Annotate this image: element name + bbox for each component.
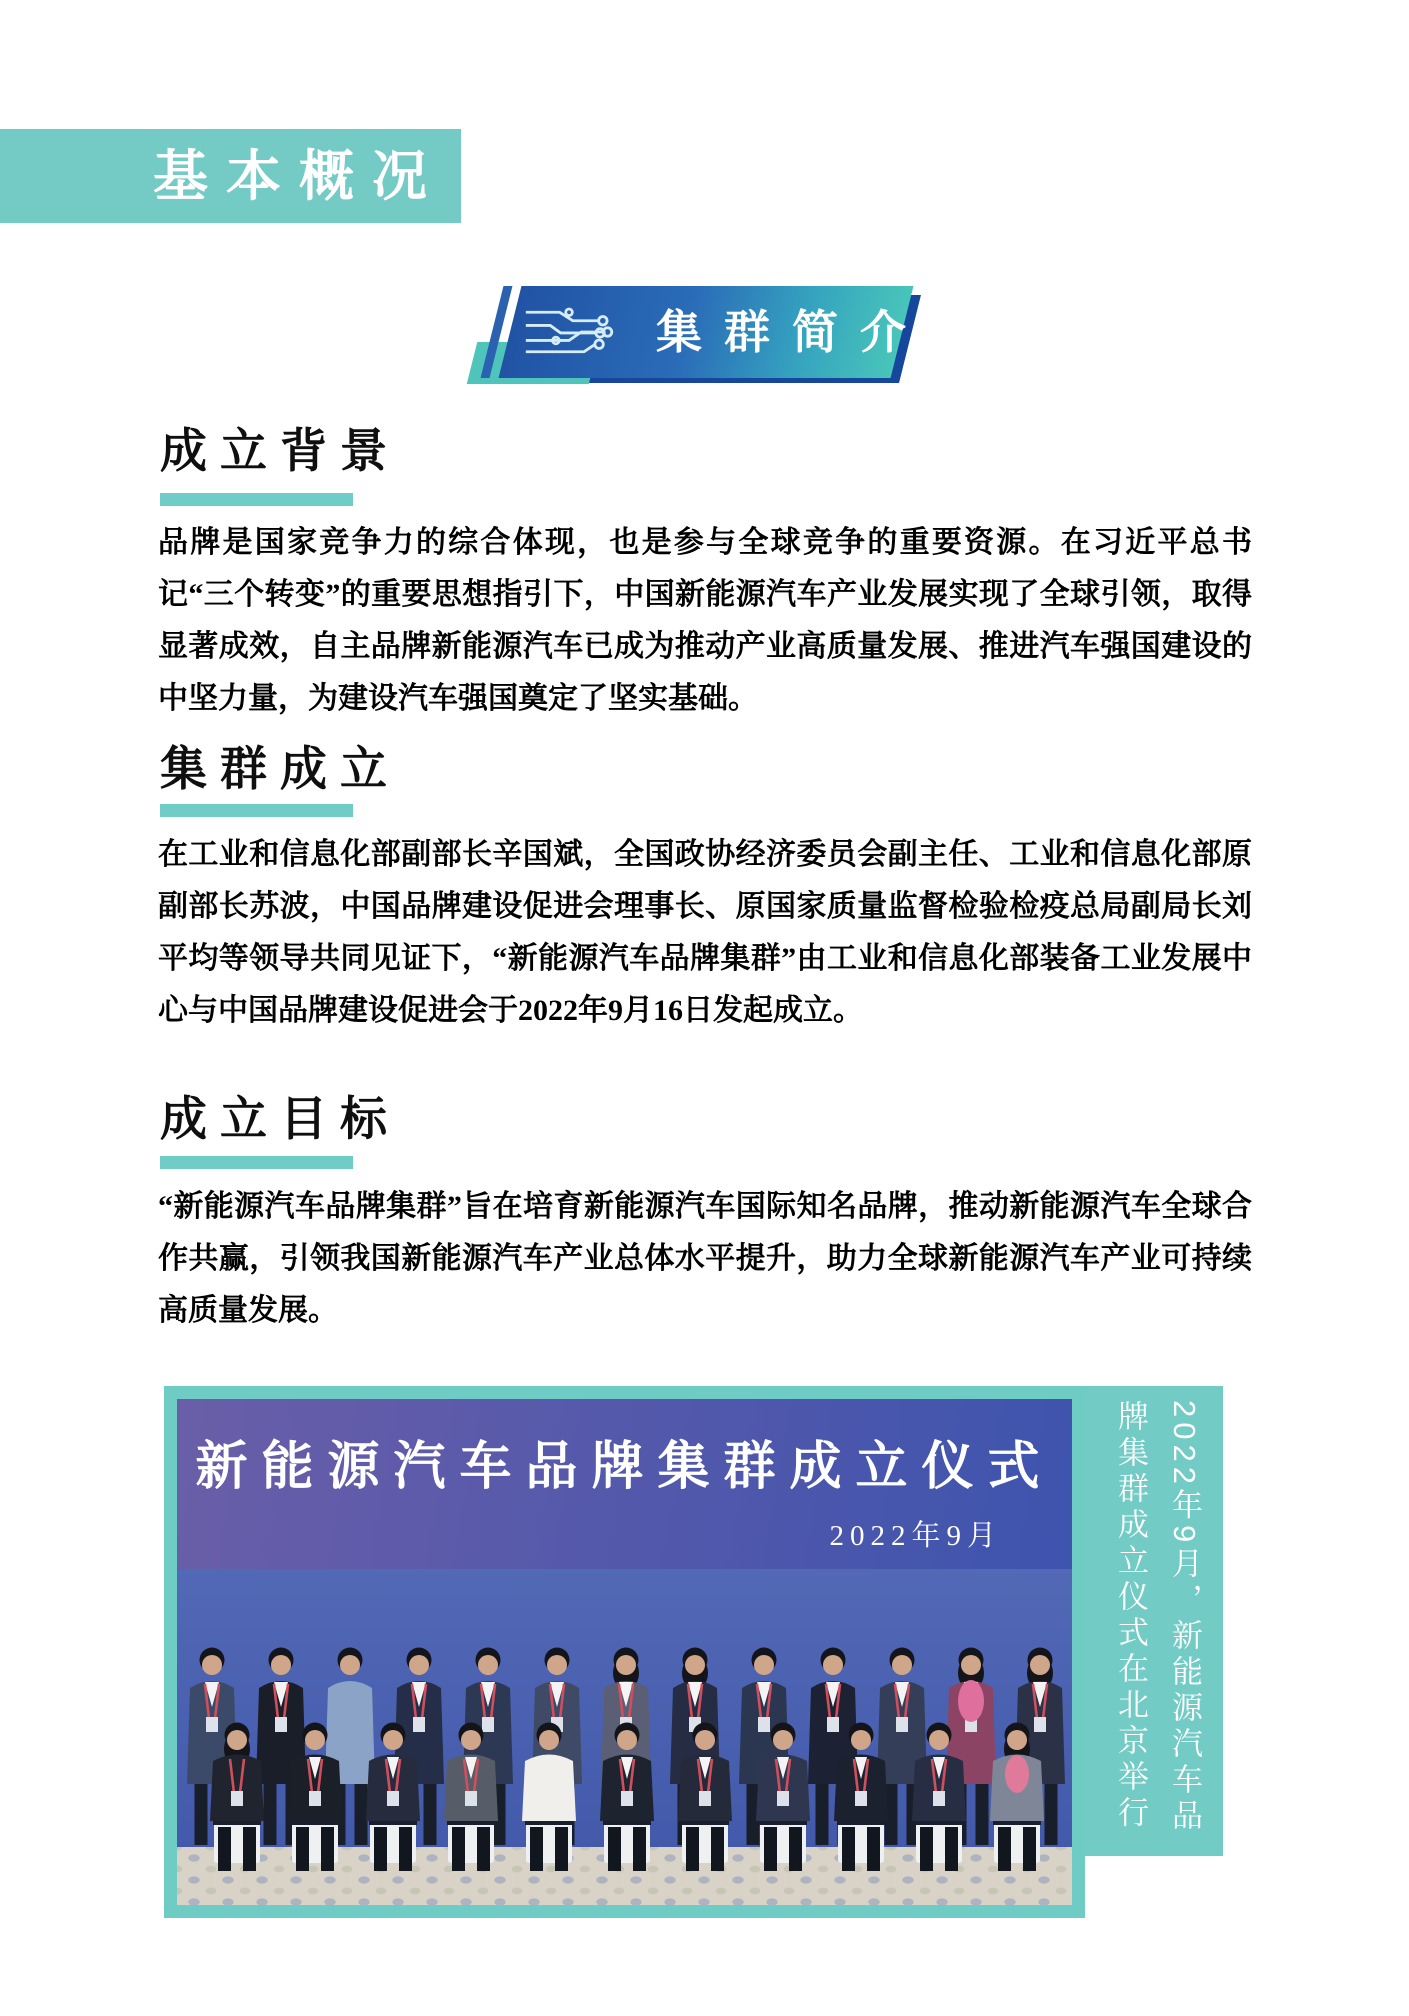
section-body-background: 品牌是国家竞争力的综合体现，也是参与全球竞争的重要资源。在习近平总书记“三个转变”的重要思想指引下，中国新能源汽车产业发展实现了全球引领，取得显著成效，自主品牌新能源汽车已成为推动产业高质量发展、推进汽车强国建设的中坚力量，为建设汽车强国奠定了坚实基础。	[158, 526, 1252, 715]
vertical-caption-col2: 牌集群成立仪式在北京举行	[1113, 1400, 1148, 1832]
photo-card	[164, 1386, 1085, 1918]
section-heading-goals: 成立目标	[160, 1094, 400, 1146]
section-tag-banner	[0, 129, 461, 223]
photo-date: 2022年9月	[829, 1520, 1002, 1552]
heading-underline	[160, 493, 353, 506]
section-body-founding: 在工业和信息化部副部长辛国斌，全国政协经济委员会副主任、工业和信息化部原副部长苏波，中国品牌建设促进会理事长、原国家质量监督检验检疫总局副局长刘平均等领导共同见证下，“新能源汽车品牌集群”由工业和信息化部装备工业发展中心与中国品牌建设促进会于2022年9月16日发起成立。	[158, 838, 1252, 1027]
section-tag-label: 基本概况	[152, 144, 445, 207]
circuit-icon	[522, 301, 648, 363]
vertical-caption	[1085, 1386, 1223, 1856]
section-heading-founding: 集群成立	[160, 744, 400, 796]
intro-banner	[478, 286, 928, 392]
photo-header	[177, 1399, 1072, 1569]
group-photo-people	[177, 1569, 1072, 1905]
section-body-goals: “新能源汽车品牌集群”旨在培育新能源汽车国际知名品牌，推动新能源汽车全球合作共赢，引领我国新能源汽车产业总体水平提升，助力全球新能源汽车产业可持续高质量发展。	[158, 1190, 1252, 1327]
heading-underline	[160, 1156, 353, 1169]
vertical-caption-col1: 2022年9月，新能源汽车品	[1167, 1400, 1202, 1836]
section-heading-background: 成立背景	[160, 426, 400, 478]
photo-title: 新能源汽车品牌集群成立仪式	[195, 1438, 1054, 1496]
heading-underline	[160, 804, 353, 817]
intro-banner-title: 集群简介	[656, 306, 928, 358]
group-photo	[177, 1569, 1072, 1905]
